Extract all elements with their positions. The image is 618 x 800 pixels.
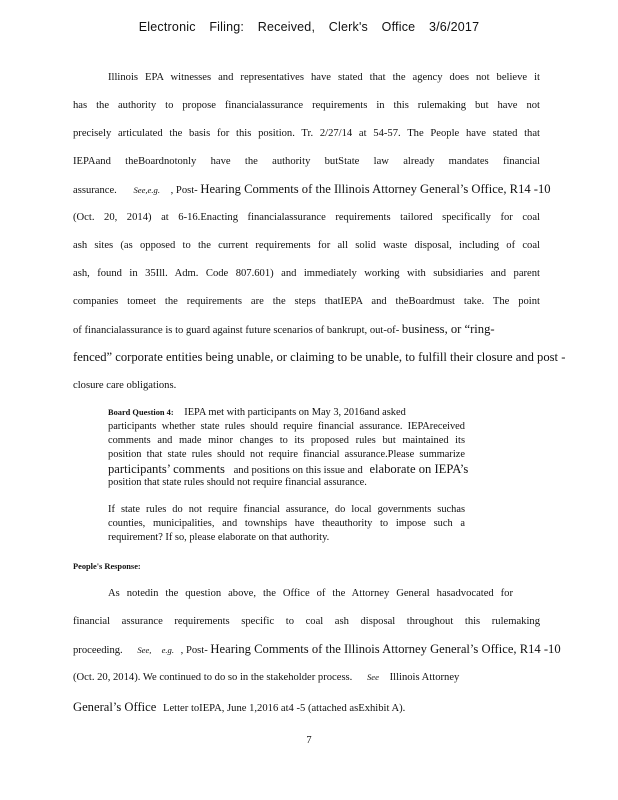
p1-citation-prefix: , Post-	[170, 185, 198, 196]
response-line-2: financial assurance requirements specific to coal ash disposal throughout this rulemaking	[73, 616, 540, 627]
p1-citation-title: Hearing Comments of the Illinois Attorney General’s Office, R14 -10	[200, 182, 551, 196]
question-line-8: counties, municipalities, and townships have theauthority to impose such a	[108, 518, 465, 529]
question-line-2: participants whether state rules should require financial assurance. IEPAreceived	[108, 421, 465, 432]
question-line-7: If state rules do not require financial assurance, do local governments suchas	[108, 504, 465, 515]
page-number: 7	[306, 735, 312, 746]
response-line-5	[73, 700, 405, 715]
response-line-1: As notedin the question above, the Office of the Attorney General hasadvocated for	[108, 588, 513, 599]
p1-line-9: companies tomeet the requirements are the steps thatIEPA and theBoardmust take. The point	[73, 296, 540, 307]
response-citation-signal: See, e.g.	[137, 645, 175, 655]
response-citation-title: Hearing Comments of the Illinois Attorney General’s Office, R14 -10	[210, 642, 561, 656]
p1-line-10-text: of financialassurance is to guard against future scenarios of bankrupt, out-of-	[73, 325, 400, 336]
response-label: People's Response:	[73, 562, 141, 571]
response-line-5-end: Letter toIEPA, June 1,2016 at4 -5 (attached asExhibit A).	[163, 703, 406, 714]
p1-citation-signal: See,e.g.	[133, 185, 160, 195]
p1-line-5	[73, 182, 551, 197]
response-line-3	[73, 642, 561, 657]
question-line-5-end: elaborate on IEPA’s	[369, 462, 469, 476]
response-line-4-text: (Oct. 20, 2014). We continued to do so in the stakeholder process.	[73, 672, 353, 683]
question-label: Board Question 4:	[108, 408, 174, 417]
p1-line-11: fenced” corporate entities being unable, or claiming to be unable, to fulfill their closure and post -	[73, 350, 566, 364]
p1-line-10	[73, 322, 495, 337]
question-line-5-mid: and positions on this issue and	[233, 465, 363, 476]
question-line-5	[108, 462, 468, 477]
filing-header: Electronic Filing: Received, Clerk's Office 3/6/2017	[138, 20, 480, 34]
question-line-6: position that state rules should not require financial assurance.	[108, 477, 367, 488]
response-line-5-start: General’s Office	[73, 700, 157, 714]
p1-line-10-end: business, or “ring-	[401, 322, 495, 336]
question-line-1	[108, 407, 465, 418]
p1-line-7: ash sites (as opposed to the current requirements for all solid waste disposal, including of coal	[73, 240, 540, 251]
p1-line-2: has the authority to propose financialassurance requirements in this rulemaking but have not	[73, 100, 540, 111]
question-line-5-start: participants’ comments	[108, 462, 225, 476]
response-line-4	[73, 672, 540, 683]
p1-line-1: Illinois EPA witnesses and representatives have stated that the agency does not believe it	[108, 72, 540, 83]
question-line-1-text: IEPA met with participants on May 3, 2016and asked	[184, 407, 406, 418]
question-line-9: requirement? If so, please elaborate on that authority.	[108, 532, 330, 543]
p1-line-5-text: assurance.	[73, 185, 117, 196]
response-citation-prefix: , Post-	[180, 645, 208, 656]
p1-line-4: IEPAand theBoardnotonly have the authority butState law already mandates financial	[73, 156, 540, 167]
question-line-3: comments and made minor changes to its proposed rules but maintained its	[108, 435, 465, 446]
response-line-3-text: proceeding.	[73, 645, 123, 656]
response-see-signal: See	[367, 672, 379, 682]
response-line-4-end: Illinois Attorney	[389, 672, 460, 683]
p1-line-3: precisely articulated the basis for this position. Tr. 2/27/14 at 54-57. The People have stated that	[73, 128, 540, 139]
p1-line-6: (Oct. 20, 2014) at 6-16.Enacting financialassurance requirements tailored specifically for coal	[73, 212, 540, 223]
p1-line-8: ash, found in 35Ill. Adm. Code 807.601) and immediately working with subsidiaries and parent	[73, 268, 540, 279]
p1-line-12: closure care obligations.	[73, 380, 177, 391]
question-line-4: position that state rules should not require financial assurance.Please summarize	[108, 449, 465, 460]
